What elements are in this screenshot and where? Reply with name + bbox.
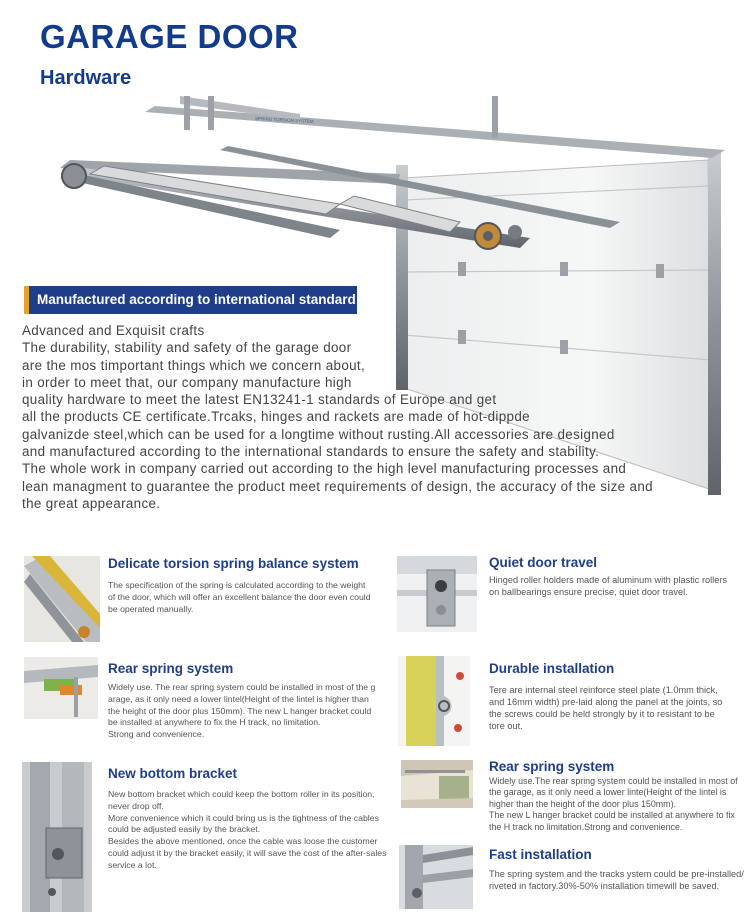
intro-line: in order to meet that, our company manufacture high — [22, 374, 352, 390]
desc-line: on ballbearings ensure precise, quiet door travel. — [489, 587, 688, 597]
desc-line: tore out. — [489, 721, 523, 731]
feature-desc-durable-installation — [489, 684, 722, 732]
bottom-bracket-photo — [22, 762, 92, 912]
feature-title-rear-spring-2: Rear spring system — [489, 759, 615, 774]
track-system-photo — [399, 845, 473, 909]
feature-title-torsion-spring: Delicate torsion spring balance system — [108, 556, 359, 571]
desc-line: riveted in factory.30%-50% installation timewill be saved. — [489, 881, 720, 891]
desc-line: Widely use.The rear spring system could be installed in most of — [489, 776, 738, 786]
intro-line: The durability, stability and safety of the garage door — [22, 340, 352, 356]
desc-line: higher than the height of the door plus 150mm). — [489, 798, 676, 809]
feature-desc-rear-spring-2 — [489, 776, 738, 833]
desc-line: the garage, as it only need a lower linte(Height of the lintel is — [489, 787, 727, 798]
desc-line: be operated manually. — [108, 603, 194, 614]
feature-title-rear-spring: Rear spring system — [108, 661, 234, 676]
hinge — [458, 262, 466, 276]
feature-desc-quiet-travel — [489, 574, 727, 598]
page-subtitle: Hardware — [40, 67, 132, 89]
torsion-spring-photo — [24, 556, 100, 642]
desc-line: the H track no limitation.Strong and convenience. — [489, 821, 683, 832]
intro-line: are the mos timportant things which we concern about, — [22, 357, 366, 373]
hinge — [656, 264, 664, 278]
desc-line: could be adjusted easily by the bracket. — [108, 824, 261, 835]
feature-desc-fast-installation — [489, 868, 744, 892]
intro-line: quality hardware to meet the latest EN13241-1 standards of Europe and get — [22, 392, 497, 408]
desc-line: the screws could be held strongly by it to resistant to be — [489, 709, 715, 719]
desc-line: arage, as it only need a lower lintel(Height of the lintel is higher than — [108, 693, 369, 704]
roller-holder-photo — [397, 556, 477, 632]
intro-line: the great appearance. — [22, 495, 161, 511]
desc-line: Widely use. The rear spring system could be installed in most of the g — [108, 682, 376, 692]
desc-line: New bottom bracket which could keep the bottom roller in its position, — [108, 789, 375, 799]
desc-line: and 16mm width) pre-laid along the panel at the joints, so — [489, 697, 723, 707]
feature-title-quiet-travel: Quiet door travel — [489, 555, 598, 570]
standard-banner: Manufactured according to international standard — [24, 286, 357, 314]
garage-interior-photo — [401, 760, 473, 808]
panel-joint-photo — [398, 656, 470, 746]
desc-line: Tere are internal steel reinforce steel plate (1.0mm thick, — [489, 685, 718, 695]
intro-text — [22, 322, 712, 512]
desc-line: never drop off. — [108, 800, 164, 811]
desc-line: The new L hanger bracket could be installed at anywhere to fix — [489, 810, 735, 821]
rear-spring-photo — [24, 657, 98, 719]
desc-line: The spring system and the tracks ystem could be pre-installed/ — [489, 869, 744, 879]
desc-line: The specification of the spring is calculated according to the weight — [108, 580, 366, 590]
desc-line: More convenience which it could bring us is the tightness of the cables — [108, 812, 379, 823]
cable-drum-left — [62, 164, 86, 188]
page-title: GARAGE DOOR — [40, 18, 299, 55]
desc-line: Strong and convenience. — [108, 729, 205, 740]
hinge — [560, 262, 568, 276]
feature-title-durable-installation: Durable installation — [489, 661, 615, 676]
feature-desc-rear-spring — [108, 682, 375, 741]
intro-line: all the products CE certificate.Trcaks, hinges and rackets are made of hot-dippde — [22, 409, 530, 425]
feature-title-fast-installation: Fast installation — [489, 847, 592, 862]
intro-line: The whole work in company carried out according to the high level manufacturing processes and — [22, 461, 627, 477]
feature-desc-bottom-bracket — [108, 789, 386, 872]
intro-line: lean managment to guarantee the product meet requirements of design, the accuracy of the size and — [22, 478, 653, 494]
desc-line: be installed at anywhere to fix the H track, no limitation. — [108, 717, 321, 728]
intro-line: and manufactured according to the international standards to ensure the safety and stability. — [22, 444, 600, 460]
intro-line: Advanced and Exquisit crafts — [22, 323, 205, 338]
desc-line: the height of the door plus 150mm). The new L hanger bracket could — [108, 705, 372, 716]
feature-desc-torsion-spring — [108, 580, 371, 615]
desc-line: Hinged roller holders made of aluminum with plastic rollers — [489, 575, 727, 585]
intro-line: galvanizde steel,which can be used for a longtime without rusting.All accessories are designed — [22, 426, 615, 442]
desc-line: could adjust it by the bracket easily, it will save the cost of the after-sales — [108, 847, 387, 858]
desc-line: Besides the above mentioned, once the cable was loose the customer — [108, 836, 378, 847]
desc-line: service a lot. — [108, 859, 157, 870]
desc-line: of the door, which will offer an excellent balance the door even could — [108, 591, 371, 602]
spring-label: SPRING TORSION SYSTEM — [254, 116, 314, 125]
feature-title-bottom-bracket: New bottom bracket — [108, 766, 238, 781]
